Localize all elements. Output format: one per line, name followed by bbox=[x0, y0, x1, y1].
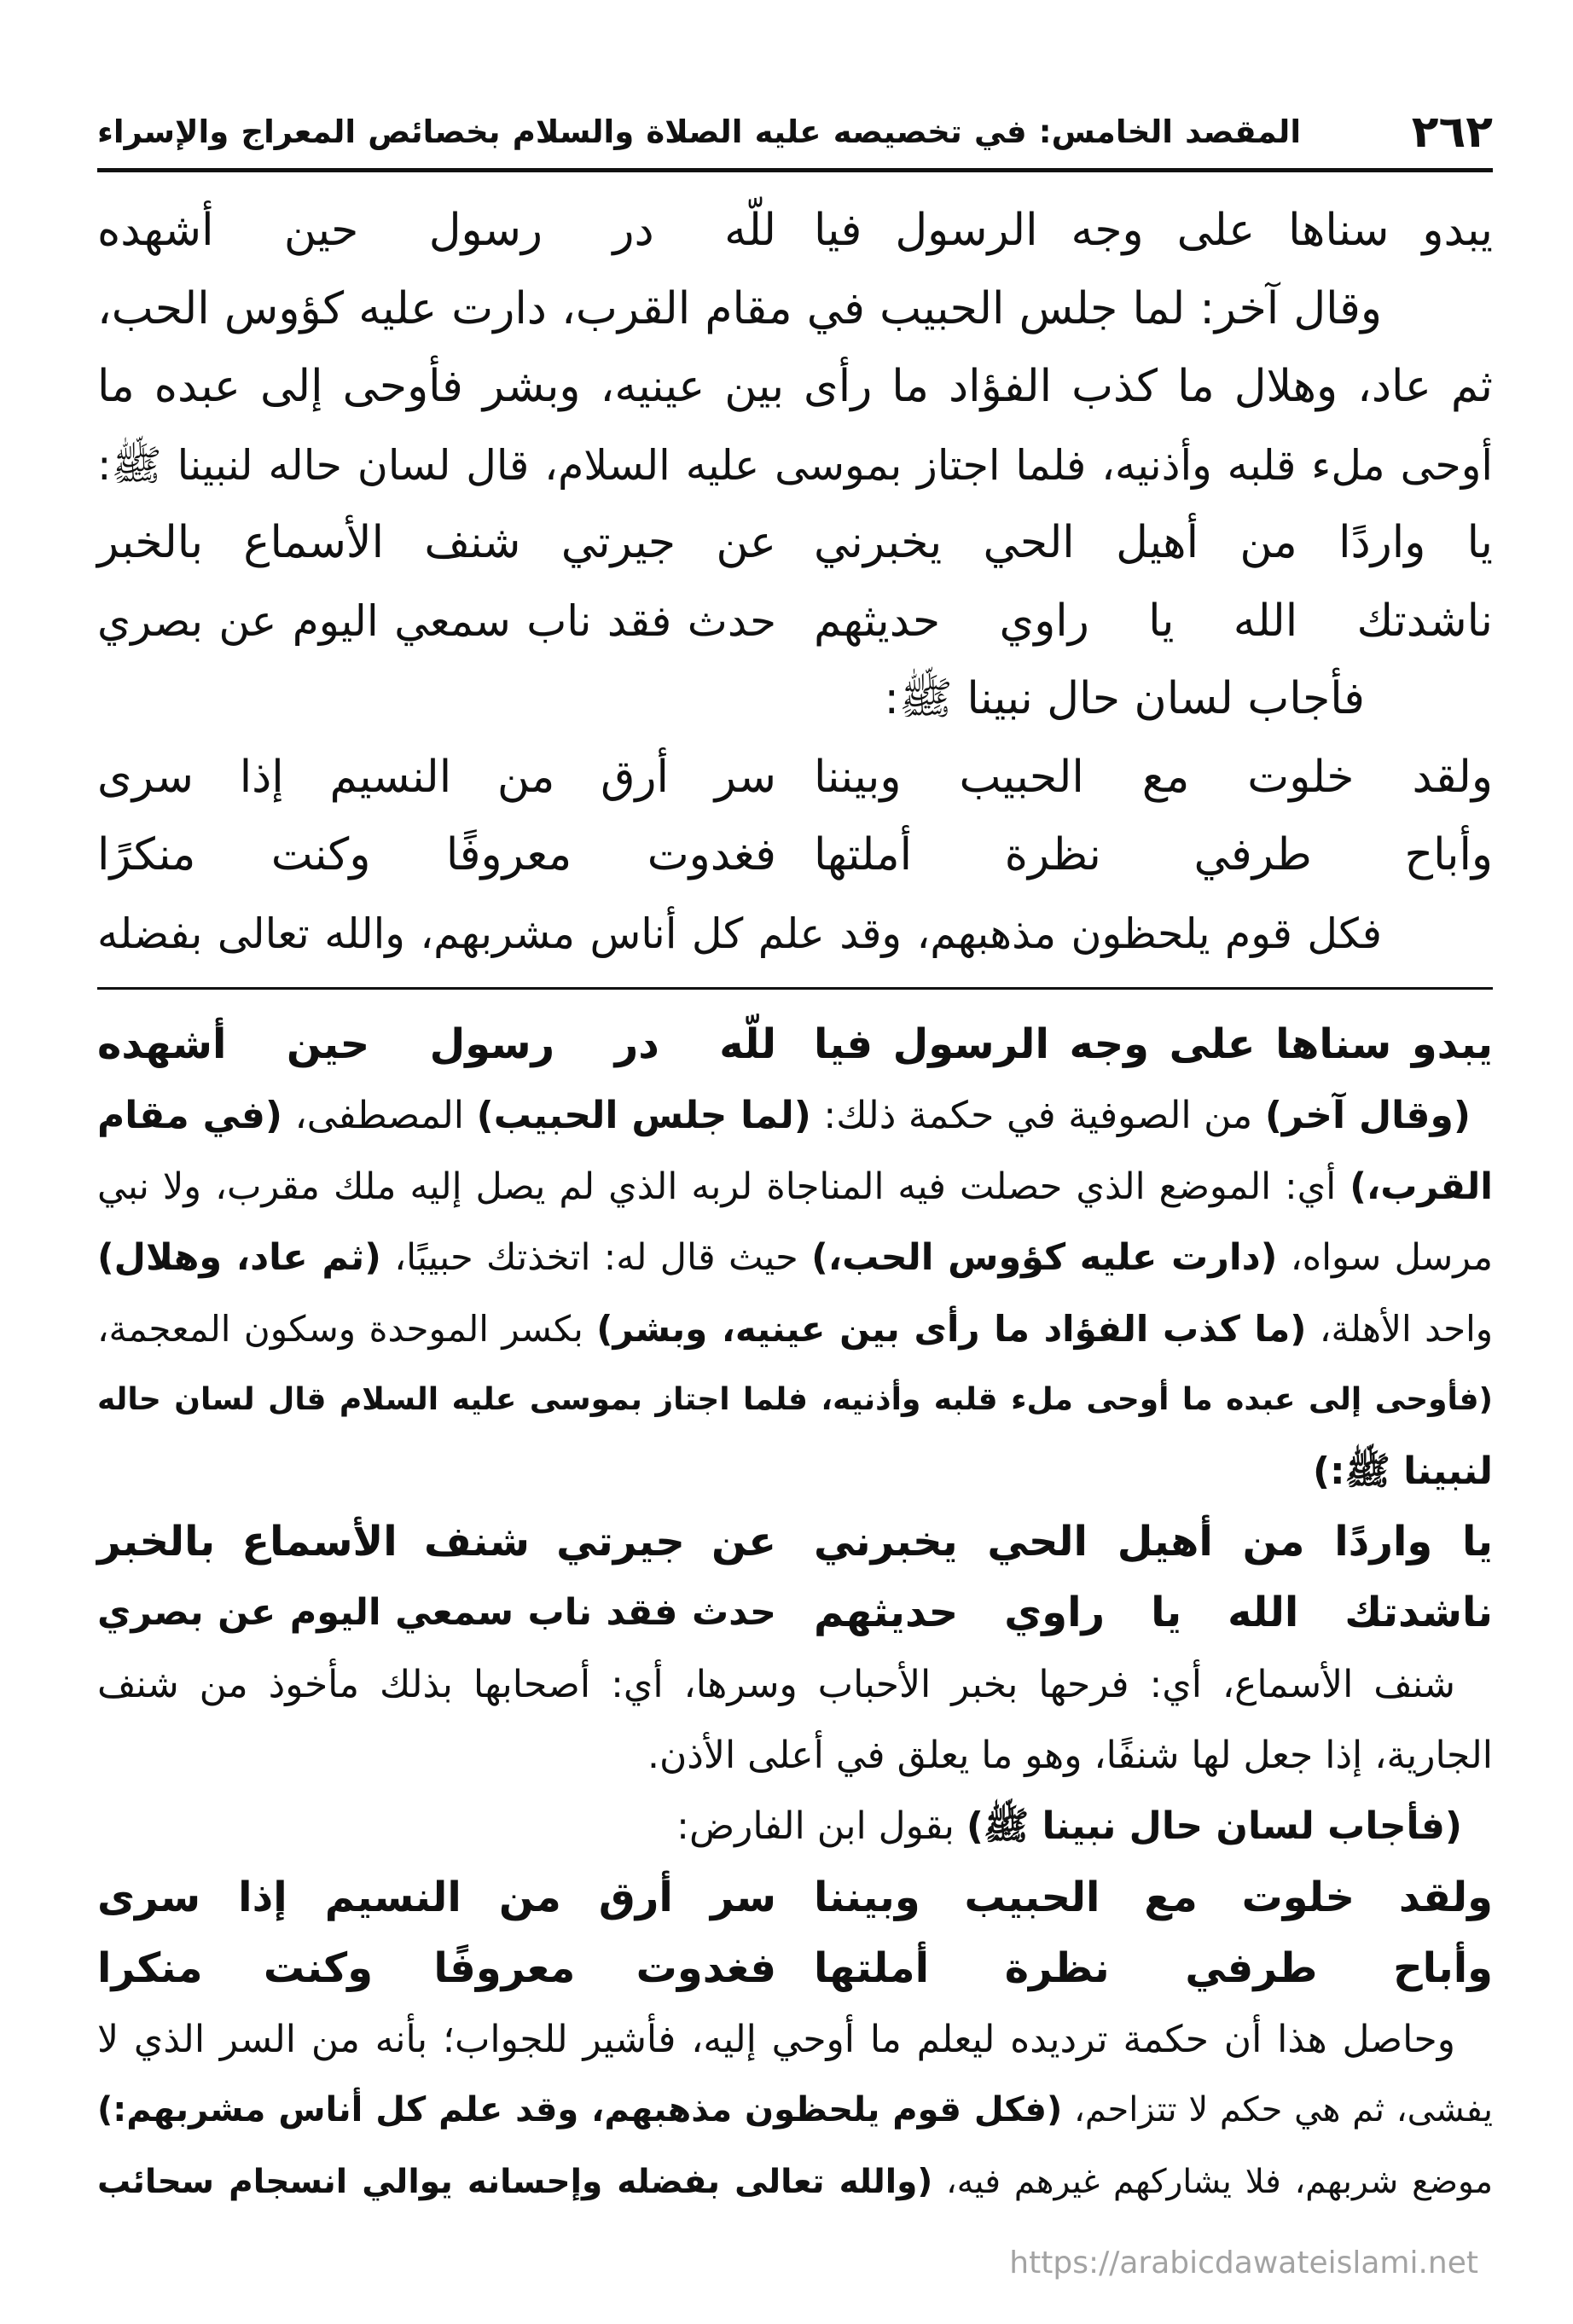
quoted-text: (في مقام bbox=[97, 1094, 283, 1138]
commentary-line bbox=[97, 2075, 1493, 2146]
verse-first-hemistich: يبدو سناها على وجه الرسول فيا bbox=[814, 205, 1493, 256]
verse-line bbox=[97, 816, 1493, 895]
commentary-text: مرسل سواه، bbox=[1290, 1235, 1493, 1279]
text-line: ثم عاد، وهلال ما كذب الفؤاد ما رأى بين عينيه، وبشر فأوحى إلى عبده ما bbox=[97, 361, 1493, 412]
quoted-text: (فأجاب لسان حال نبينا ﷺ) bbox=[966, 1804, 1462, 1849]
quoted-text: (فأوحى إلى عبده ما أوحى ملء قلبه وأذنيه، فلما اجتاز بموسى عليه السلام قال لسان حاله bbox=[97, 1382, 1493, 1418]
commentary-line bbox=[97, 1080, 1493, 1151]
quoted-text: (وقال آخر) bbox=[1264, 1094, 1471, 1138]
commentary-line bbox=[97, 1720, 1493, 1791]
verse-second-hemistich: فغدوت معروفًا وكنت منكرا bbox=[97, 1943, 776, 1992]
commentary-block bbox=[97, 1009, 1493, 2217]
commentary-text: بكسر الموحدة وسكون المعجمة، bbox=[97, 1308, 583, 1351]
chapter-title: المقصد الخامس: في تخصيصه عليه الصلاة والسلام بخصائص المعراج والإسراء bbox=[97, 113, 1301, 150]
verse-first-hemistich: وأباح طرفي نظرة أملتها bbox=[814, 1943, 1493, 1992]
commentary-line bbox=[97, 2004, 1493, 2075]
quoted-text: (فكل قوم يلحظون مذهبهم، وقد علم كل أناس مشربهم:) bbox=[97, 2090, 1063, 2130]
verse-line bbox=[97, 583, 1493, 661]
verse-first-hemistich: ولقد خلوت مع الحبيب وبيننا bbox=[814, 1873, 1493, 1921]
verse-first-hemistich: يبدو سناها على وجه الرسول فيا bbox=[814, 1020, 1493, 1068]
verse-first-hemistich: ناشدتك الله يا راوي حديثهم bbox=[814, 595, 1493, 647]
verse-line bbox=[97, 1933, 1493, 2004]
verse-second-hemistich: للّه در رسول حين أشهده bbox=[97, 205, 776, 256]
quoted-text: (والله تعالى بفضله وإحسانه يوالي انسجام سحائب bbox=[97, 2162, 933, 2201]
commentary-text: أي: الموضع الذي حصلت فيه المناجاة لربه الذي لم يصل إليه ملك مقرب، ولا نبي bbox=[97, 1165, 1337, 1208]
commentary-line bbox=[97, 1152, 1493, 1223]
text-line: أوحى ملء قلبه وأذنيه، فلما اجتاز بموسى عليه السلام، قال لسان حاله لنبينا ﷺ: bbox=[97, 440, 1493, 490]
commentary-line bbox=[97, 2147, 1493, 2217]
text-line: فكل قوم يلحظون مذهبهم، وقد علم كل أناس مشربهم، والله تعالى بفضله bbox=[97, 909, 1382, 958]
quoted-text: (لما جلس الحبيب) bbox=[476, 1094, 811, 1138]
verse-first-hemistich: يا واردًا من أهيل الحي يخبرني bbox=[814, 517, 1493, 568]
commentary-line bbox=[97, 1293, 1493, 1364]
verse-second-hemistich: حدث فقد ناب سمعي اليوم عن بصري bbox=[97, 1591, 776, 1635]
website-watermark: https://arabicdawateislami.net bbox=[1009, 2246, 1478, 2280]
commentary-line bbox=[97, 1223, 1493, 1293]
quoted-text: (ما كذب الفؤاد ما رأى بين عينيه، وبشر) bbox=[596, 1308, 1307, 1351]
commentary-text: حيث قال له: اتخذتك حبيبًا، bbox=[394, 1235, 798, 1279]
verse-second-hemistich: حدث فقد ناب سمعي اليوم عن بصري bbox=[97, 596, 776, 646]
quoted-text: القرب،) bbox=[1350, 1165, 1494, 1208]
verse-line bbox=[97, 739, 1493, 817]
commentary-text: واحد الأهلة، bbox=[1319, 1308, 1494, 1351]
commentary-text: المصطفى، bbox=[294, 1094, 465, 1138]
commentary-text: موضع شربهم، فلا يشاركهم غيرهم فيه، bbox=[946, 2162, 1493, 2201]
verse-second-hemistich: عن جيرتي شنف الأسماع بالخبر bbox=[97, 517, 776, 568]
quoted-text: (دارت عليه كؤوس الحب،) bbox=[811, 1235, 1278, 1279]
quoted-text: (ثم عاد، وهلال) bbox=[97, 1235, 381, 1279]
verse-first-hemistich: ناشدتك الله يا راوي حديثهم bbox=[814, 1589, 1493, 1637]
verse-line bbox=[97, 1009, 1493, 1080]
section-divider bbox=[97, 987, 1493, 990]
header-rule bbox=[97, 168, 1493, 172]
verse-second-hemistich: سر أرق من النسيم إذا سرى bbox=[97, 1873, 776, 1921]
verse-second-hemistich: سر أرق من النسيم إذا سرى bbox=[97, 751, 776, 803]
verse-line bbox=[97, 1577, 1493, 1648]
commentary-text: وحاصل هذا أن حكمة ترديده ليعلم ما أوحي إليه، فأشير للجواب؛ بأنه من السر الذي لا bbox=[97, 2018, 1455, 2062]
verse-second-hemistich: فغدوت معروفًا وكنت منكرًا bbox=[97, 829, 776, 880]
verse-second-hemistich: عن جيرتي شنف الأسماع بالخبر bbox=[97, 1518, 776, 1566]
commentary-line bbox=[97, 1649, 1493, 1720]
running-header bbox=[97, 98, 1493, 166]
verse-line bbox=[97, 1862, 1493, 1933]
verse-second-hemistich: للّه در رسول حين أشهده bbox=[97, 1020, 776, 1068]
commentary-text: من الصوفية في حكمة ذلك: bbox=[823, 1094, 1253, 1138]
commentary-line bbox=[97, 1436, 1493, 1507]
verse-first-hemistich: يا واردًا من أهيل الحي يخبرني bbox=[814, 1518, 1493, 1566]
verse-first-hemistich: ولقد خلوت مع الحبيب وبيننا bbox=[814, 751, 1493, 803]
text-line: فأجاب لسان حال نبينا ﷺ: bbox=[884, 673, 1365, 724]
commentary-text: الجارية، إذا جعل لها شنفًا، وهو ما يعلق في أعلى الأذن. bbox=[647, 1733, 1493, 1777]
quoted-text: لنبينا ﷺ:) bbox=[1312, 1449, 1493, 1493]
verse-line bbox=[97, 504, 1493, 583]
page-number: ٢٦٢ bbox=[1411, 107, 1493, 158]
commentary-line bbox=[97, 1791, 1493, 1862]
commentary-text: يفشى، ثم هي حكم لا تتزاحم، bbox=[1074, 2090, 1493, 2130]
commentary-text: شنف الأسماع، أي: فرحها بخبر الأحباب وسرها، أي: أصحابها بذلك مأخوذ من شنف bbox=[97, 1662, 1455, 1706]
commentary-text: بقول ابن الفارض: bbox=[676, 1804, 955, 1849]
verse-line bbox=[97, 192, 1493, 270]
main-text-block bbox=[97, 192, 1493, 973]
commentary-line bbox=[97, 1364, 1493, 1435]
verse-first-hemistich: وأباح طرفي نظرة أملتها bbox=[814, 829, 1493, 880]
text-line: وقال آخر: لما جلس الحبيب في مقام القرب، دارت عليه كؤوس الحب، bbox=[97, 282, 1382, 334]
verse-line bbox=[97, 1507, 1493, 1577]
